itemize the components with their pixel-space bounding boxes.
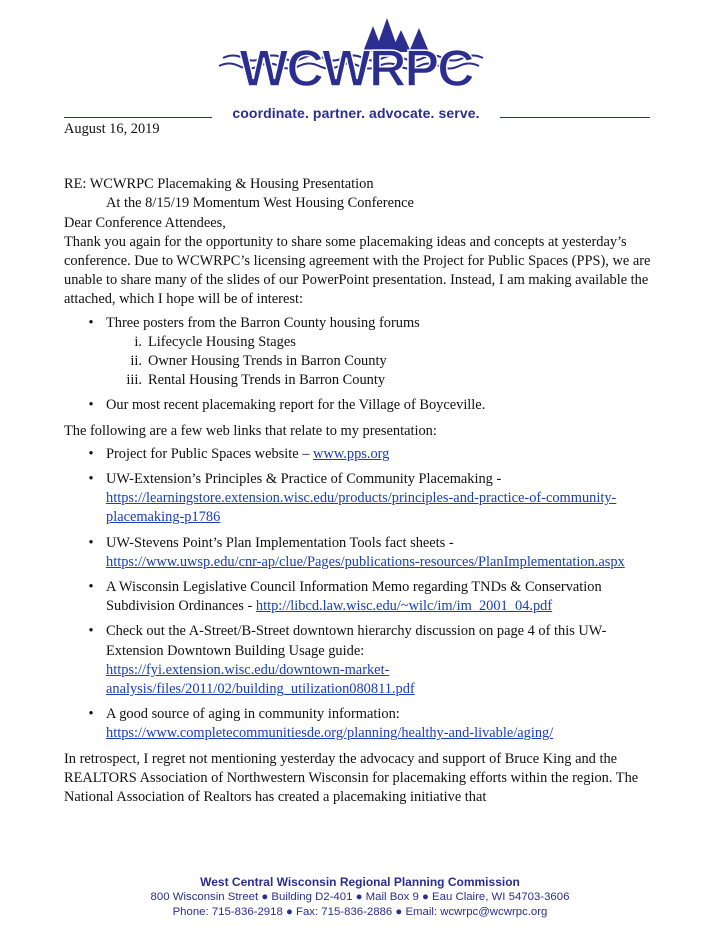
- footer-org-name: West Central Wisconsin Regional Planning Commission: [200, 875, 520, 889]
- footer-contact: Phone: 715-836-2918 ● Fax: 715-836-2886 ● Email: wcwrpc@wcwrpc.org: [172, 906, 548, 918]
- list-item: [64, 396, 656, 415]
- aging-info-link[interactable]: https://www.completecommunitiesde.org/planning/healthy-and-livable/aging/: [106, 725, 554, 742]
- attachments-list: [64, 314, 656, 416]
- list-item: • A good source of aging in community information: https://www.completecommunitiesde.org/planning/healthy-and-livable/aging/: [64, 705, 656, 743]
- list-item: • UW-Stevens Point’s Plan Implementation Tools fact sheets - https://www.uwsp.edu/cnr-ap/clue/Pages/publications-resources/PlanImplementation.aspx: [64, 534, 656, 572]
- footer: [0, 875, 720, 920]
- subject-line-2: At the 8/15/19 Momentum West Housing Conference: [106, 195, 414, 212]
- closing-paragraph: In retrospect, I regret not mentioning yesterday the advocacy and support of Bruce King and the REALTORS Association of Northwestern Wisconsin for placemaking efforts within the region. The National Association of Realtors has created a placemaking initiative that: [64, 750, 639, 806]
- tagline: coordinate. partner. advocate. serve.: [232, 105, 480, 121]
- header-rule-right: [500, 117, 650, 118]
- footer-address: 800 Wisconsin Street ● Building D2-401 ● Mail Box 9 ● Eau Claire, WI 54703-3606: [150, 891, 570, 903]
- list-item: • A Wisconsin Legislative Council Information Memo regarding TNDs & Conservation Subdivision Ordinances - http://libcd.law.wisc.edu/~wilc/im/im_2001_04.pdf: [64, 578, 656, 616]
- placemaking-guide-link[interactable]: https://learningstore.extension.wisc.edu/products/principles-and-practice-of-community-placemaking-p1786: [106, 490, 617, 526]
- bullet-icon: •: [88, 706, 94, 723]
- logo-wordmark: WCWRPC: [239, 40, 473, 98]
- pps-link[interactable]: www.pps.org: [313, 445, 390, 462]
- letter-body: [64, 120, 656, 807]
- salutation: Dear Conference Attendees,: [64, 214, 226, 231]
- list-item: i. Lifecycle Housing Stages: [134, 333, 296, 350]
- bullet-icon: •: [88, 397, 94, 414]
- bullet-icon: •: [88, 314, 94, 331]
- attachment-text: Our most recent placemaking report for the Village of Boyceville.: [106, 397, 486, 414]
- list-item: iii. Rental Housing Trends in Barron County: [126, 372, 386, 389]
- intro-paragraph: Thank you again for the opportunity to share some placemaking ideas and concepts at yesterday’s conference. Due to WCWRPC’s licensing agreement with the Project for Public Spaces (PPS), we are unable to share many of the slides of our PowerPoint presentation. Instead, I am making available the attached, which I hope will be of interest:: [64, 233, 651, 308]
- bullet-icon: •: [88, 623, 94, 640]
- links-intro: The following are a few web links that relate to my presentation:: [64, 422, 437, 439]
- list-item: • Check out the A-Street/B-Street downtown hierarchy discussion on page 4 of this UW-Extension Downtown Building Usage guide: https://fyi.extension.wisc.edu/downtown-market-analysis/files/2011/02/building_utilization080811.pdf: [64, 622, 656, 699]
- bullet-icon: •: [88, 445, 94, 462]
- legislative-memo-link[interactable]: http://libcd.law.wisc.edu/~wilc/im/im_2001_04.pdf: [255, 598, 553, 615]
- subject-line: RE: WCWRPC Placemaking & Housing Presentation: [64, 176, 374, 193]
- list-item: • UW-Extension’s Principles & Practice of Community Placemaking - https://learningstore.extension.wisc.edu/products/principles-and-practice-of-community-placemaking-p1786: [64, 470, 656, 528]
- bullet-icon: •: [88, 471, 94, 488]
- bullet-icon: •: [88, 579, 94, 596]
- letterhead: [0, 18, 720, 121]
- poster-list: [106, 333, 656, 391]
- letter-date: August 16, 2019: [64, 121, 160, 137]
- attachment-text: Three posters from the Barron County housing forums: [106, 314, 420, 331]
- list-item: ii. Owner Housing Trends in Barron County: [130, 353, 387, 370]
- wcwrpc-logo: [213, 18, 499, 98]
- list-item: [64, 314, 656, 391]
- list-item: • Project for Public Spaces website – www.pps.org: [64, 445, 656, 464]
- header-rule-left: [64, 117, 212, 118]
- subject-block: [64, 175, 656, 213]
- uwsp-fact-sheets-link[interactable]: https://www.uwsp.edu/cnr-ap/clue/Pages/publications-resources/PlanImplementation.aspx: [106, 553, 625, 570]
- links-list: [64, 445, 656, 744]
- bullet-icon: •: [88, 534, 94, 551]
- downtown-guide-link[interactable]: https://fyi.extension.wisc.edu/downtown-market-analysis/files/2011/02/building_utilization080811.pdf: [106, 661, 415, 698]
